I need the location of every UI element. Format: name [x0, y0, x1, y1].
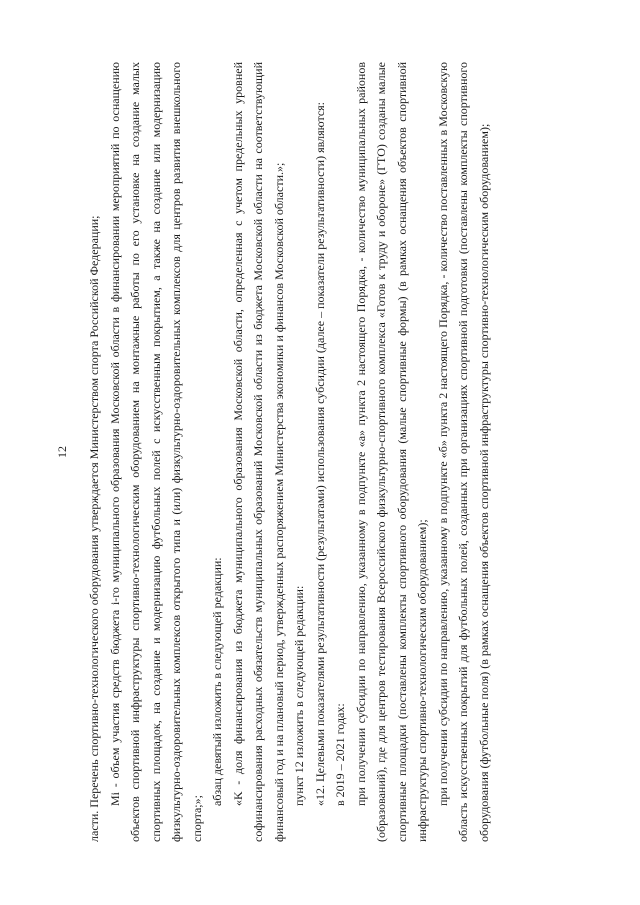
paragraph-instruction-point12: пункт 12 изложить в следующей редакции: — [292, 585, 306, 806]
document-body — [84, 62, 494, 842]
paragraph-years: в 2019 – 2021 годах: — [333, 703, 347, 806]
paragraph-continuation: ласти. Перечень спортивно-технологического оборудования утверждается Министерством спорта Российской Федерации; — [87, 215, 101, 842]
paragraph-direction-a: при получении субсидии по направлению, указанному в подпункте «а» пункта 2 настоящего Порядка, - количество муниципальных районов (образований), где для центров тестирования Всероссийского физкультурно-спортивного комплекса «Готов к труду и обороне» (ГТО) созданы малые спортивные площадки (поставлены комплекты спортивного оборудования (малые спортивные формы) (в рамках оснащения объектов спортивной инфраструктуры спортивно-технологическим оборудованием); — [353, 62, 429, 842]
paragraph-point12: «12. Целевыми показателями результативности (результатами) использования субсидии (далее – показатели результативности) являются: — [312, 101, 327, 806]
paragraph-instruction-ninth: абзац девятый изложить в следующей редакции: — [210, 557, 224, 806]
paragraph-direction-b: при получении субсидии по направлению, указанному в подпункте «б» пункта 2 настоящего Порядка, - количество поставленных в Московскую область искусственных покрытий для футбольных полей, созданных при организациях спортивной подготовки (поставлены комплекты спортивного оборудования (футбольные поля) (в рамках оснащения объектов спортивной инфраструктуры спортивно-технологическим оборудованием); — [435, 62, 491, 842]
paragraph-mi-definition: Mi - объем участия средств бюджета i-го муниципального образования Московской области в финансировании мероприятий по оснащению объектов спортивной инфраструктуры спортивно-технологическим оборудованием на монтажные работы по его установке на создание малых спортивных площадок, на создание и модернизацию футбольных полей с искусственным покрытием, а также на создание или модернизацию физкультурно-оздоровительных комплексов открытого типа и (или) физкультурно-оздоровительных комплексов для центров развития внешкольного спорта;»; — [107, 62, 204, 842]
paragraph-k-definition: «K - доля финансирования из бюджета муниципального образования Московской области, определенная с учетом предельных уровней софинансирования расходных обязательств муниципальных образований Московской области из бюджета Московской области на соответствующий финансовый год и на плановый период, утвержденных распоряжением Министерства экономики и финансов Московской области.»; — [230, 62, 286, 842]
page-number: 12 — [55, 446, 69, 458]
rotated-page — [40, 32, 600, 872]
